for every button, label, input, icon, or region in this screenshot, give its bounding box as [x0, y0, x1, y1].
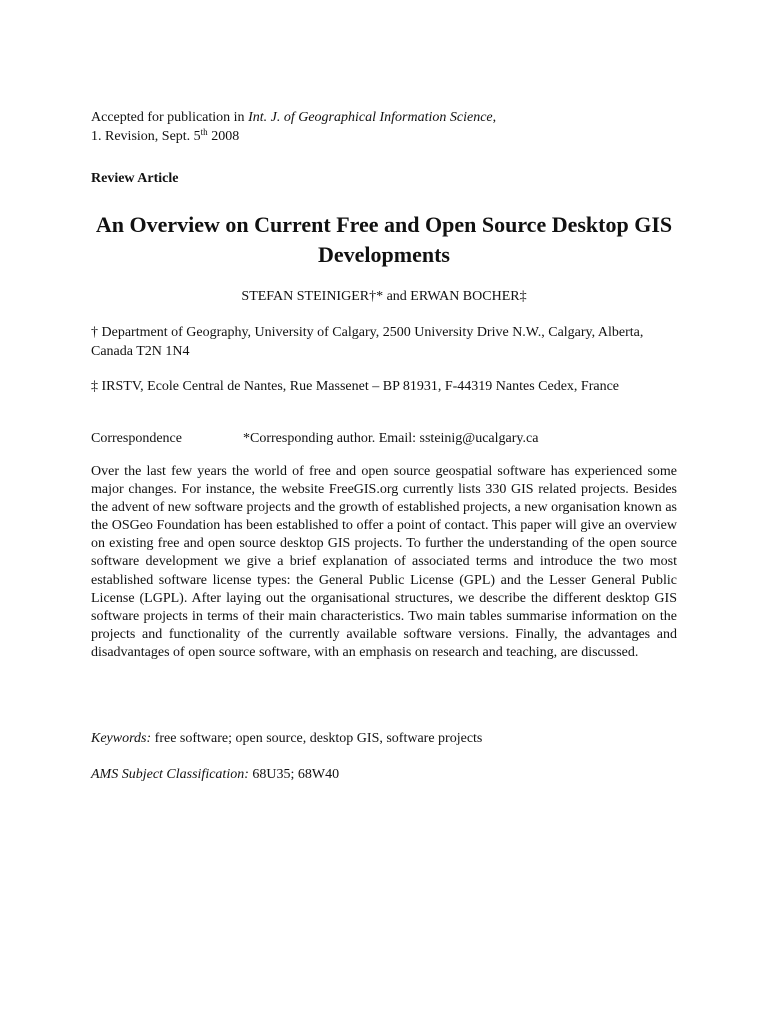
keywords-label: Keywords: [91, 731, 152, 746]
correspondence-label: Correspondence [91, 431, 182, 446]
correspondence-text: *Corresponding author. Email: ssteinig@ucalgary.ca [243, 431, 539, 446]
affiliation-1: † Department of Geography, University of Calgary, 2500 University Drive N.W., Calgary, Alberta, Canada T2N 1N4 [91, 325, 644, 359]
revision-prefix: 1. Revision, Sept. 5 [91, 129, 201, 144]
revision-sup: th [200, 127, 208, 137]
affiliation-2: ‡ IRSTV, Ecole Central de Nantes, Rue Massenet – BP 81931, F-44319 Nantes Cedex, France [91, 379, 620, 394]
abstract: Over the last few years the world of free and open source geospatial software has experienced some major changes. For instance, the website FreeGIS.org currently lists 330 GIS related projects. Besides the advent of new software projects and the growth of established projects, a new organisation known as the OSGeo Foundation has been established to offer a point of contact. This paper will give an overview on existing free and open source desktop GIS projects. To further the understanding of the open source software development we give a brief explanation of associated terms and introduce the two most established software license types: the General Public License (GPL) and the Lesser General Public License (LGPL). After laying out the organisational structures, we describe the different desktop GIS software projects in terms of their main characteristics. Two main tables summarise information on the projects and functionality of the currently available software versions. Finally, the advantages and disadvantages of open source software, with an emphasis on research and teaching, are discussed. [91, 464, 677, 660]
journal-name: Int. J. of Geographical Information Science [248, 110, 493, 125]
paper-page [91, 0, 677, 1024]
correspondence [91, 431, 538, 447]
keywords-text: free software; open source, desktop GIS, software projects [151, 731, 483, 746]
revision-suffix: 2008 [207, 129, 240, 144]
article-type: Review Article [91, 171, 179, 186]
ams-text: 68U35; 68W40 [248, 767, 340, 782]
accepted-line [91, 108, 496, 127]
keywords [91, 731, 482, 747]
accepted-prefix: Accepted for publication in [91, 110, 249, 125]
revision-line [91, 127, 496, 146]
ams-label: AMS Subject Classification: [91, 767, 249, 782]
publication-info [91, 108, 496, 146]
authors: STEFAN STEINIGER†* and ERWAN BOCHER‡ [241, 289, 527, 304]
ams-classification [91, 767, 339, 783]
paper-title: An Overview on Current Free and Open Source Desktop GIS Developments [95, 212, 673, 267]
accepted-suffix: , [492, 110, 497, 125]
